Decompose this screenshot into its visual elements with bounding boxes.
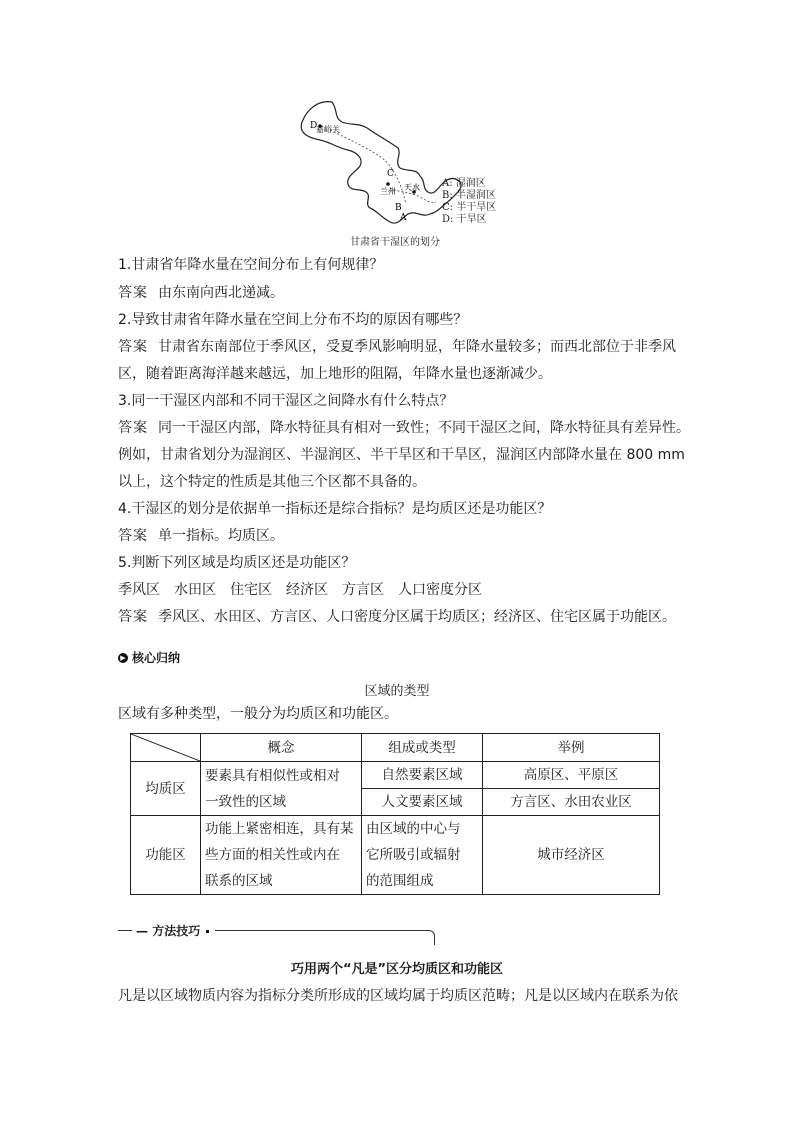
answer-2 xyxy=(118,337,676,357)
question-5-options: 季风区 水田区 住宅区 经济区 方言区 人口密度分区 xyxy=(118,582,482,598)
answer-label: 答案 xyxy=(118,420,148,436)
header-type: 组成或类型 xyxy=(362,734,483,762)
answer-text: 同一干湿区内部，降水特征具有相对一致性；不同干湿区之间，降水特征具有差异性。 xyxy=(158,420,690,436)
play-circle-icon: ▶ xyxy=(118,653,128,663)
section-title: 区域的类型 xyxy=(364,684,430,699)
legend-item: B: 半湿润区 xyxy=(442,190,496,201)
answer-2-cont: 区，随着距离海洋越来越远，加上地形的阻隔，年降水量也逐渐减少。 xyxy=(118,366,552,382)
answer-5 xyxy=(118,607,676,627)
cell-line: 它所吸引或辐射 xyxy=(366,847,461,863)
homog-name: 均质区 xyxy=(131,762,201,816)
func-types xyxy=(362,816,483,895)
method-label-text: 方法技巧 xyxy=(152,924,201,938)
legend-item: A: 湿润区 xyxy=(442,178,486,189)
func-concept xyxy=(201,816,362,895)
map-label-jiayuguan: 嘉峪关 xyxy=(316,125,340,134)
map-label-c: C xyxy=(387,169,394,179)
answer-1 xyxy=(118,283,284,303)
cell-line: 一致性的区域 xyxy=(205,793,286,810)
answer-3 xyxy=(118,418,690,438)
homog-type-natural: 自然要素区域 xyxy=(362,762,483,789)
answer-label: 答案 xyxy=(118,339,148,355)
func-example: 城市经济区 xyxy=(483,816,660,895)
dot-icon xyxy=(206,930,209,933)
answer-label: 答案 xyxy=(118,528,148,544)
map-label-tianshui: 天水 xyxy=(404,183,420,192)
map-caption: 甘肃省干湿区的划分 xyxy=(350,237,440,248)
table-row xyxy=(131,816,660,895)
question-5: 5.判断下列区域是均质区还是功能区？ xyxy=(118,555,356,571)
map-label-a: A xyxy=(400,213,407,223)
cell-line: 些方面的相关性或内在 xyxy=(205,847,340,863)
answer-label: 答案 xyxy=(118,609,148,625)
map-legend xyxy=(442,178,496,226)
answer-text: 甘肃省东南部位于季风区，受夏季风影响明显，年降水量较多；而西北部位于非季风 xyxy=(158,339,676,355)
header-concept: 概念 xyxy=(201,734,362,762)
table-header-row xyxy=(131,734,660,762)
cell-line: 要素具有相似性或相对 xyxy=(205,767,340,784)
region-types-table xyxy=(130,733,660,895)
map-label-d: D xyxy=(310,121,318,131)
table-row xyxy=(131,762,660,789)
question-1: 1.甘肃省年降水量在空间分布上有何规律？ xyxy=(118,257,384,273)
homog-concept xyxy=(201,762,362,816)
question-3: 3.同一干湿区内部和不同干湿区之间降水有什么特点？ xyxy=(118,393,454,409)
homog-example-human: 方言区、水田农业区 xyxy=(483,789,660,816)
answer-text: 季风区、水田区、方言区、人口密度分区属于均质区；经济区、住宅区属于功能区。 xyxy=(158,609,676,625)
cell-line: 的范围组成 xyxy=(366,873,434,889)
legend-item: C: 半干旱区 xyxy=(442,202,497,213)
method-text: 凡是以区域物质内容为指标分类所形成的区域均属于均质区范畴；凡是以区域内在联系为依 xyxy=(118,988,678,1004)
question-2: 2.导致甘肃省年降水量在空间上分布不均的原因有哪些？ xyxy=(118,312,468,328)
answer-3-cont: 以上，这个特定的性质是其他三个区都不具备的。 xyxy=(118,474,426,490)
method-tips-label xyxy=(132,922,215,939)
answer-3-cont: 例如，甘肃省划分为湿润区、半湿润区、半干旱区和干旱区，湿润区内部降水量在 800 mm xyxy=(118,447,685,463)
answer-label: 答案 xyxy=(118,285,148,301)
func-name: 功能区 xyxy=(131,816,201,895)
answer-text: 由东南向西北递减。 xyxy=(158,285,284,301)
answer-4 xyxy=(118,526,284,546)
section-intro: 区域有多种类型，一般分为均质区和功能区。 xyxy=(118,706,398,722)
legend-item: D: 干旱区 xyxy=(442,214,487,225)
diagonal-line xyxy=(131,734,200,761)
cell-line: 功能上紧密相连，具有某 xyxy=(205,821,354,837)
core-summary-heading xyxy=(118,649,180,666)
cell-line: 由区域的中心与 xyxy=(366,821,461,837)
dash-icon: — xyxy=(136,924,148,938)
map-label-lanzhou: 兰州 xyxy=(380,187,396,196)
gansu-map-figure xyxy=(290,92,510,252)
map-label-b: B xyxy=(395,203,402,213)
gansu-map xyxy=(290,92,510,252)
header-example: 举例 xyxy=(483,734,660,762)
homog-type-human: 人文要素区域 xyxy=(362,789,483,816)
question-4: 4.干湿区的划分是依据单一指标还是综合指标？是均质区还是功能区？ xyxy=(118,501,552,517)
core-summary-label: 核心归纳 xyxy=(132,651,181,665)
cell-line: 联系的区域 xyxy=(205,873,273,889)
lanzhou-dot xyxy=(386,182,390,186)
homog-example-natural: 高原区、平原区 xyxy=(483,762,660,789)
method-title: 巧用两个“凡是”区分均质区和功能区 xyxy=(290,962,504,977)
diagonal-header-cell xyxy=(131,734,201,762)
answer-text: 单一指标。均质区。 xyxy=(158,528,284,544)
province-outline xyxy=(301,102,461,223)
